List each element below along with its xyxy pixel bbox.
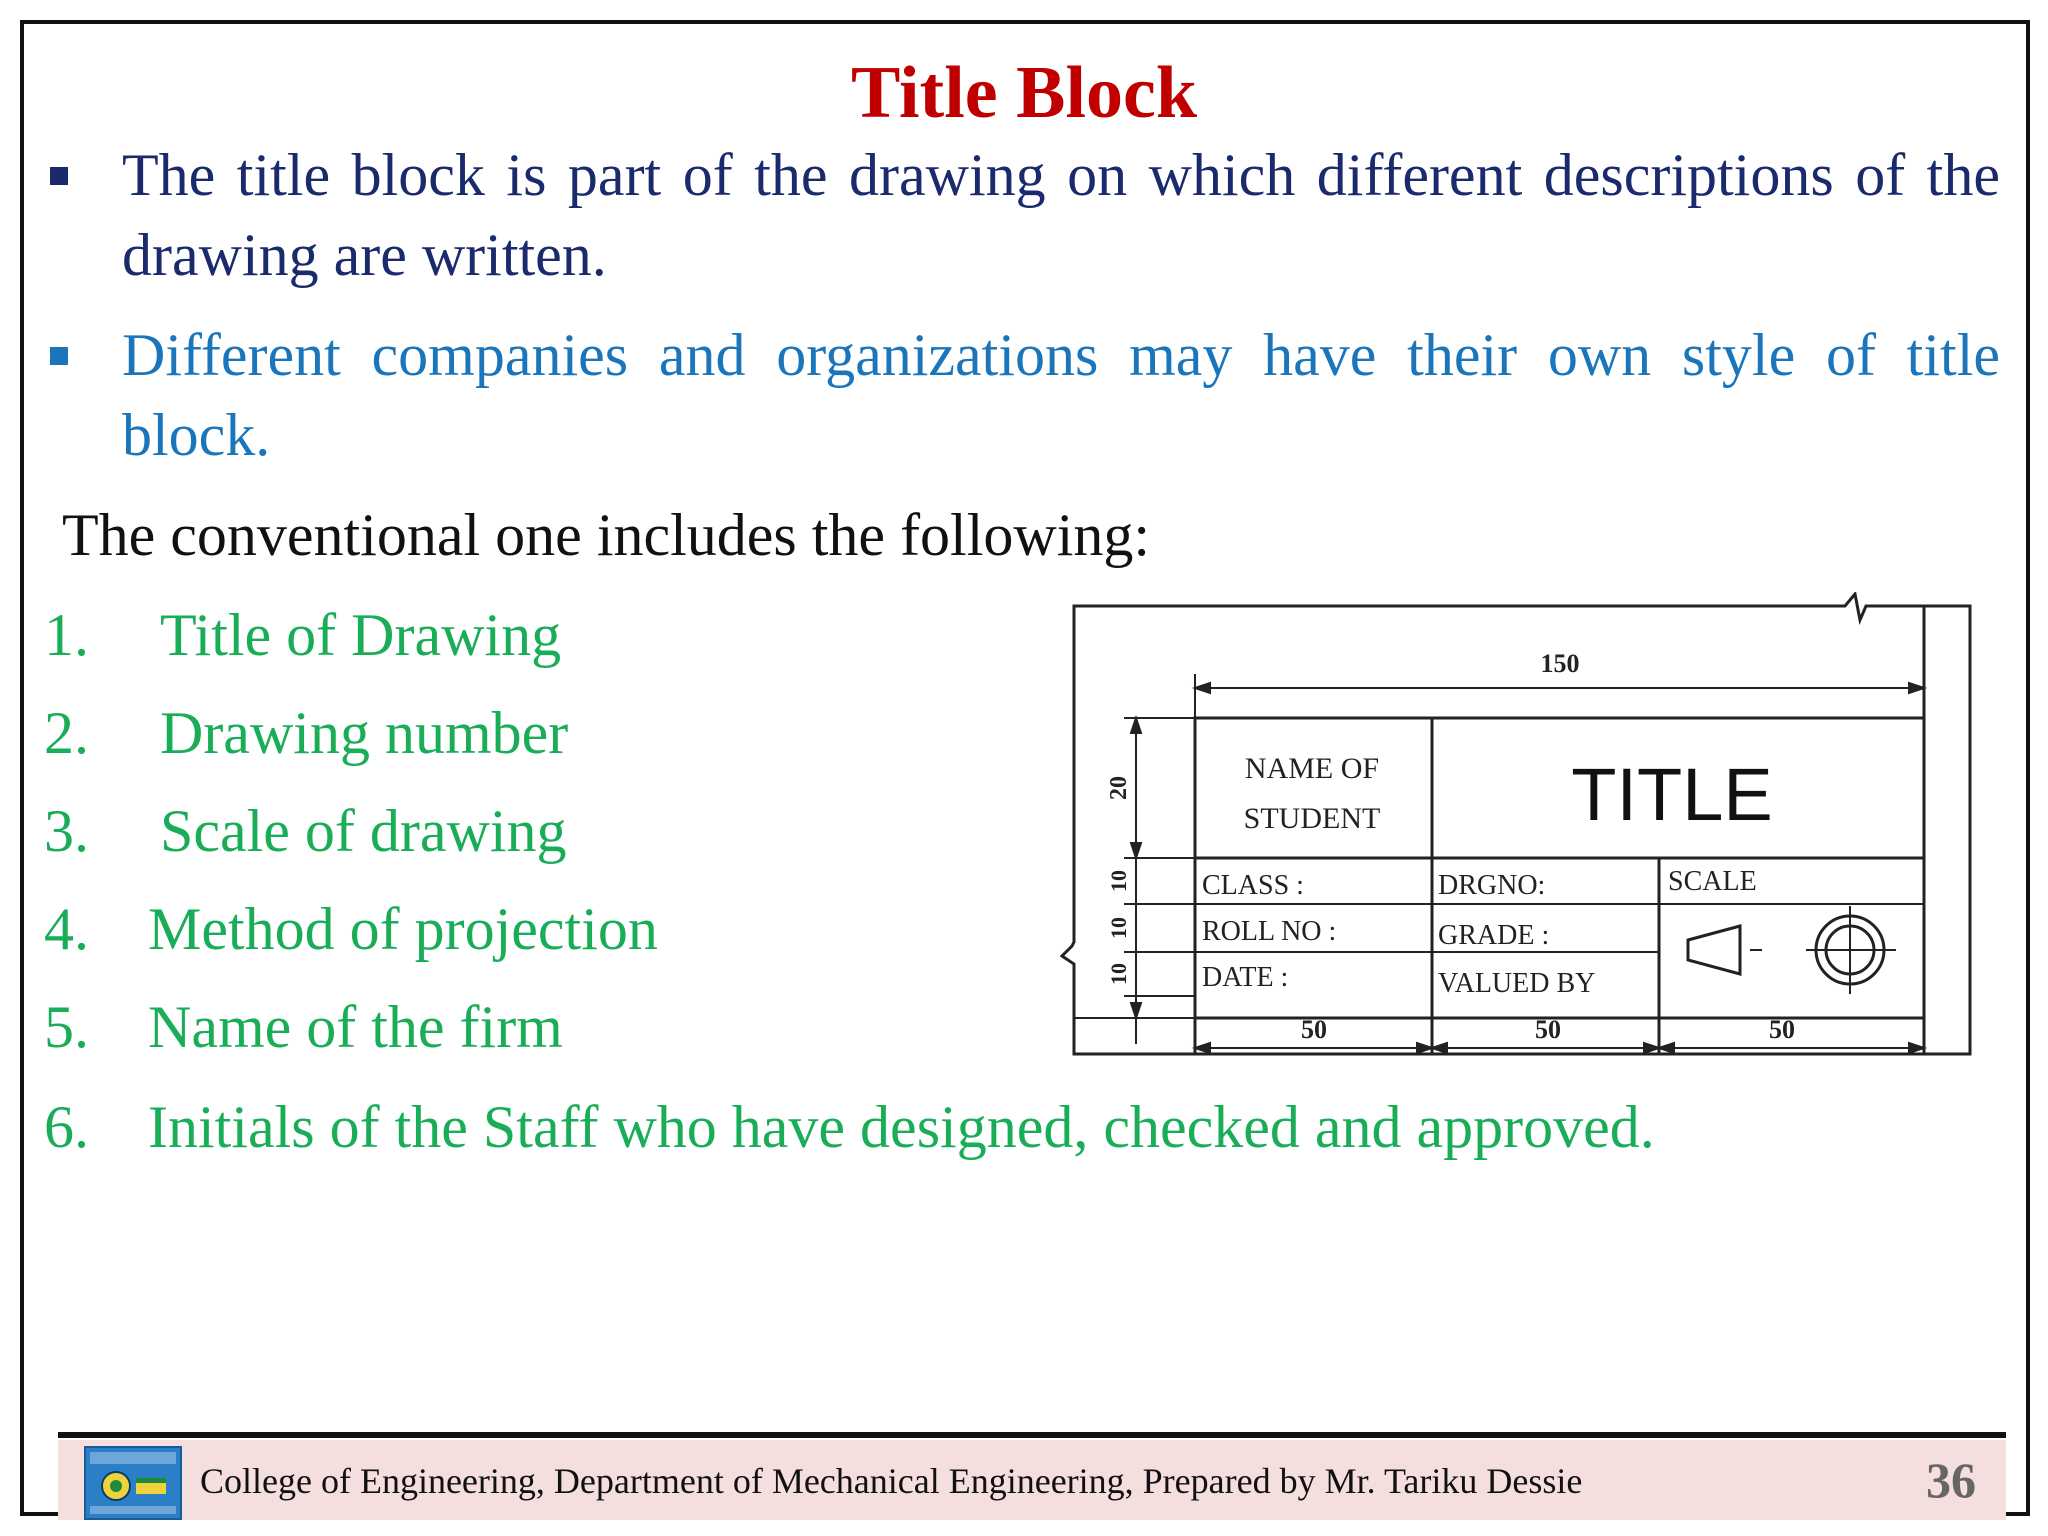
scale-label: SCALE [1668, 866, 1757, 897]
list-text: Name of the firm [148, 994, 563, 1060]
dim-row-10a-label: 10 [1106, 870, 1131, 892]
list-text: Initials of the Staff who have designed, checked and approved. [148, 1094, 1655, 1160]
list-number: 5. [44, 994, 89, 1060]
class-label: CLASS : [1202, 870, 1304, 901]
projection-symbol-icon [1688, 906, 1896, 994]
footer-credit: College of Engineering, Department of Mechanical Engineering, Prepared by Mr. Tariku Dessie [200, 1461, 1583, 1501]
name-of-label: NAME OF [1244, 752, 1380, 785]
date-label: DATE : [1202, 962, 1289, 993]
dim-row-10b-label: 10 [1106, 917, 1131, 939]
rollno-label: ROLL NO : [1202, 916, 1337, 947]
dim-overall-label: 150 [1540, 649, 1580, 678]
list-number: 4. [44, 896, 89, 962]
list-number: 3. [44, 798, 89, 864]
title-block-diagram [1060, 592, 1972, 1064]
grade-label: GRADE : [1438, 920, 1550, 951]
university-logo-icon [84, 1446, 182, 1520]
valuedby-label: VALUED BY [1438, 968, 1596, 999]
list-text: Drawing number [160, 700, 569, 766]
drgno-label: DRGNO: [1438, 870, 1546, 901]
bullet-text-2: Different companies and organizations may have their own style of title block. [122, 322, 2000, 468]
list-intro: The conventional one includes the following: [62, 502, 1151, 568]
slide-title: Title Block [850, 52, 1198, 134]
square-bullet-icon [50, 167, 68, 185]
dim-col-3-label: 50 [1769, 1015, 1795, 1044]
dim-col-1-label: 50 [1301, 1015, 1327, 1044]
title-cell-text: TITLE [1571, 753, 1773, 836]
list-text: Title of Drawing [160, 602, 562, 668]
bullet-text-1: The title block is part of the drawing on which different descriptions of the drawing are written. [122, 142, 2000, 288]
square-bullet-icon [50, 347, 68, 365]
list-text: Method of projection [148, 896, 658, 962]
slide-footer [58, 1440, 2006, 1520]
dim-col-2-label: 50 [1535, 1015, 1561, 1044]
footer-divider [58, 1432, 2006, 1438]
dim-row-10c-label: 10 [1106, 963, 1131, 985]
page-number: 36 [1926, 1452, 1976, 1508]
list-number: 2. [44, 700, 89, 766]
student-label: STUDENT [1243, 802, 1381, 835]
list-text: Scale of drawing [160, 798, 567, 864]
list-number: 1. [44, 602, 89, 668]
dim-row-20-label: 20 [1106, 776, 1132, 800]
list-number: 6. [44, 1094, 89, 1160]
